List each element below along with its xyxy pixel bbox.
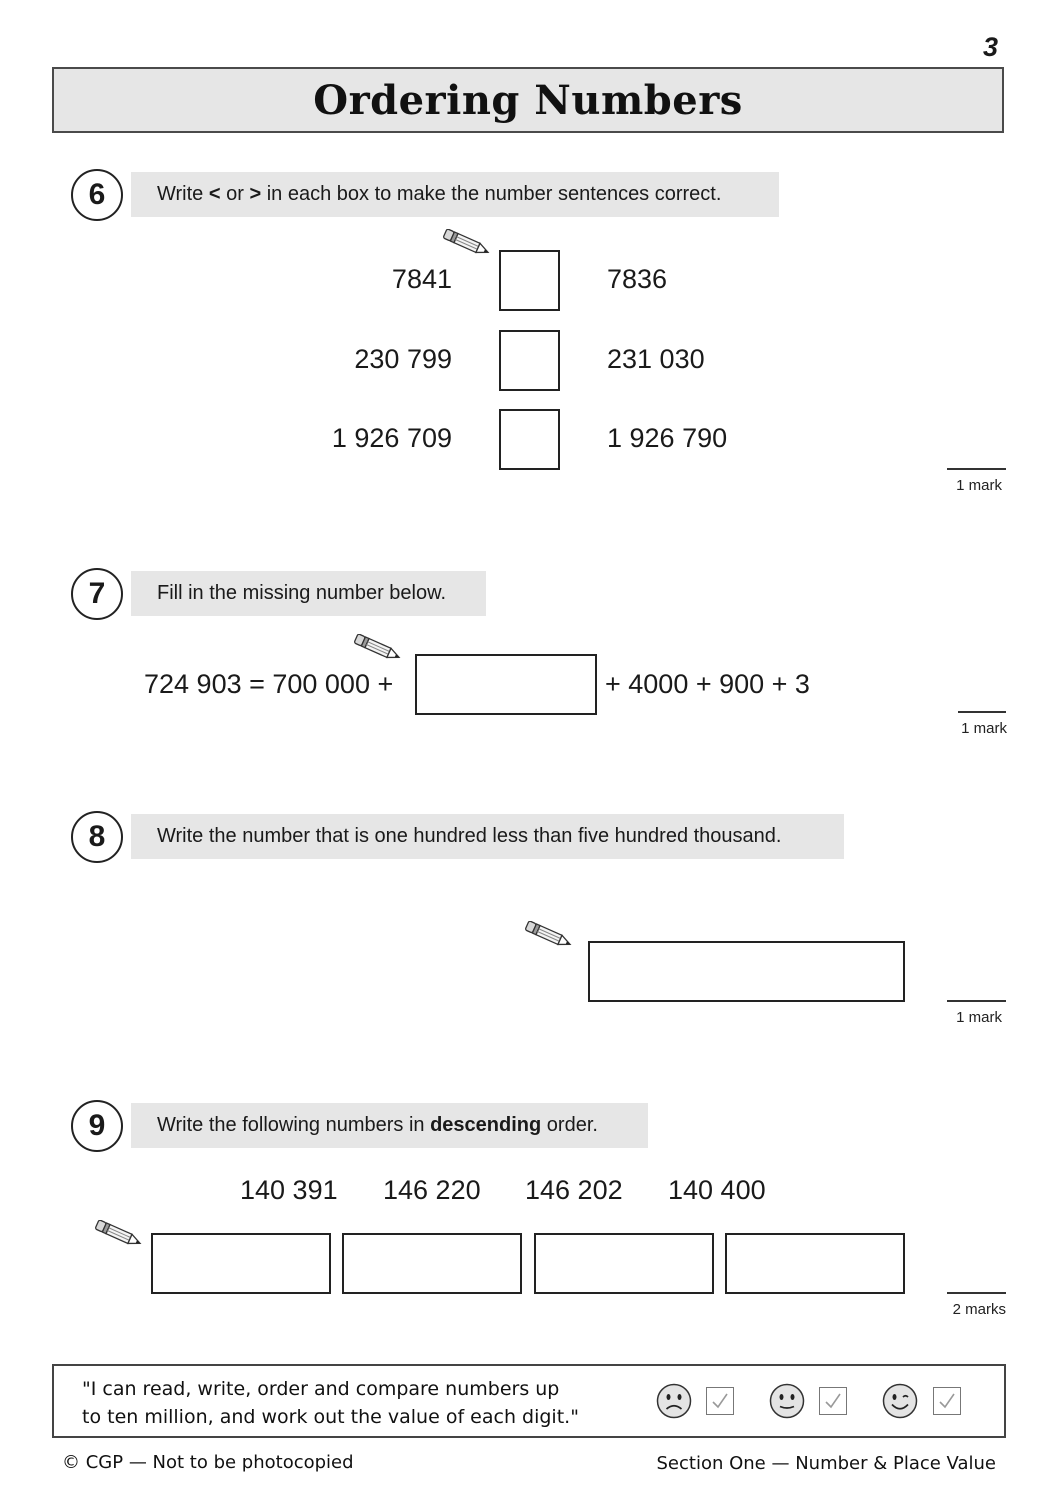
mark-label: 1 mark [961, 720, 1007, 737]
tick-icon [823, 1391, 843, 1411]
happy-face-icon [882, 1383, 918, 1419]
order-answer-box[interactable] [725, 1233, 905, 1294]
tick-icon [937, 1391, 957, 1411]
answer-box[interactable] [588, 941, 905, 1002]
order-answer-box[interactable] [151, 1233, 331, 1294]
mark-line [947, 1292, 1006, 1294]
comparison-left-number: 1 926 709 [331, 423, 452, 453]
question-9-instruction [131, 1103, 648, 1148]
less-than-symbol: < [208, 183, 221, 205]
page-number: 3 [982, 32, 998, 62]
sad-face-icon [656, 1383, 692, 1419]
comparison-right-number: 7836 [607, 264, 668, 294]
number-to-order: 146 220 [383, 1175, 481, 1205]
pencil-icon [522, 921, 576, 949]
mark-label: 2 marks [952, 1301, 1006, 1318]
instruction-text: Write the following numbers in [157, 1114, 425, 1136]
comparison-answer-box[interactable] [499, 409, 560, 470]
neutral-face-icon [769, 1383, 805, 1419]
question-6-number: 6 [71, 169, 123, 221]
equation-left-side: 724 903 = 700 000 + [144, 669, 394, 699]
instruction-or: or [226, 183, 244, 205]
comparison-right-number: 231 030 [607, 344, 705, 374]
tick-box[interactable] [933, 1387, 961, 1415]
mark-line [947, 468, 1006, 470]
question-9-number: 9 [71, 1100, 123, 1152]
question-7-instruction: Fill in the missing number below. [131, 571, 486, 616]
number-to-order: 140 400 [668, 1175, 766, 1205]
mark-line [947, 1000, 1006, 1002]
question-8-number: 8 [71, 811, 123, 863]
instruction-emphasis: descending [430, 1114, 542, 1136]
equation-right-side: + 4000 + 900 + 3 [605, 669, 810, 699]
number-to-order: 140 391 [240, 1175, 338, 1205]
instruction-text: order. [546, 1114, 598, 1136]
tick-box[interactable] [706, 1387, 734, 1415]
pencil-icon [351, 634, 405, 662]
copyright-notice: © CGP — Not to be photocopied [62, 1452, 354, 1473]
comparison-answer-box[interactable] [499, 250, 560, 311]
question-6-instruction [131, 172, 779, 217]
order-answer-box[interactable] [534, 1233, 714, 1294]
section-label: Section One — Number & Place Value [656, 1453, 996, 1474]
quote-line: to ten million, and work out the value of each digit." [82, 1406, 579, 1428]
page-title: Ordering Numbers [313, 76, 743, 124]
comparison-right-number: 1 926 790 [607, 423, 728, 453]
mark-label: 1 mark [956, 1009, 1002, 1026]
order-answer-box[interactable] [342, 1233, 522, 1294]
tick-box[interactable] [819, 1387, 847, 1415]
title-banner [52, 67, 1004, 133]
missing-number-box[interactable] [415, 654, 597, 715]
instruction-text: in each box to make the number sentences correct. [266, 183, 722, 205]
comparison-left-number: 7841 [391, 264, 452, 294]
comparison-left-number: 230 799 [354, 344, 452, 374]
mark-label: 1 mark [956, 477, 1002, 494]
comparison-answer-box[interactable] [499, 330, 560, 391]
quote-line: "I can read, write, order and compare numbers up [82, 1378, 560, 1400]
self-assessment-banner [52, 1364, 1006, 1438]
tick-icon [710, 1391, 730, 1411]
question-7-number: 7 [71, 568, 123, 620]
instruction-text: Write [157, 183, 204, 205]
mark-line [958, 711, 1006, 713]
pencil-icon [92, 1220, 146, 1248]
self-assessment-quote [82, 1375, 579, 1431]
greater-than-symbol: > [249, 183, 262, 205]
question-8-instruction: Write the number that is one hundred less than five hundred thousand. [131, 814, 844, 859]
pencil-icon [440, 229, 494, 257]
number-to-order: 146 202 [525, 1175, 623, 1205]
